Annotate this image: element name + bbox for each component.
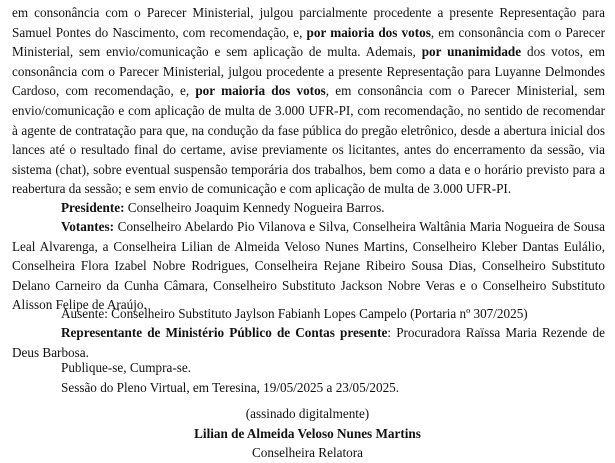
decision-text-4: , em consonância com o Parecer Ministerial, sem envio/comunicação e com aplicação de multa de 3.000 UFR-PI, com recomendação, no sentido de recomendar à agente de contratação para que, na condução da fase pública do pregão eletrônico, desde a abertura inicial dos lances até o resultado final do certame, avise previamente os licitantes, antes do encerramento da sessão, via sistema (chat), sobre eventual suspensão temporária dos trabalhos, bem como a data e o horário previsto para a reabertura da sessão; e sem envio de comunicação e com aplicação de multa de 3.000 UFR-PI.	[12, 83, 606, 197]
votantes-label: Votantes:	[61, 219, 114, 234]
presidente-value: Conselheiro Joaquim Kennedy Nogueira Barros.	[124, 200, 385, 215]
presidente-line	[12, 198, 605, 218]
signature-role: Conselheira Relatora	[252, 445, 363, 460]
representante-paragraph	[12, 323, 605, 362]
decision-bold-1: por maioria dos votos	[306, 24, 431, 40]
votantes-value: Conselheiro Abelardo Pio Vilanova e Silva, Conselheira Waltânia Maria Nogueira de Sousa Leal Alvarenga, a Conselheira Lilian de Almeida Veloso Nunes Martins, Conselheiro Kleber Dantas Eulálio, Conselheira Flora Izabel Nobre Rodrigues, Conselheira Rejane Ribeiro Sousa Dias, Conselheiro Substituto Delano Carneiro da Cunha Câmara, Conselheiro Substituto Jackson Nobre Veras e o Conselheiro Substituto Alisson Felipe de Araújo.	[12, 219, 605, 313]
representante-label: Representante de Ministério Público de Contas presente	[61, 325, 388, 340]
ausente-line: Ausente: Conselheiro Substituto Jaylson Fabianh Lopes Campelo (Portaria nº 307/2025)	[61, 306, 528, 321]
presidente-label: Presidente:	[61, 200, 125, 215]
decision-text-3: dos votos, em consonância com o Parecer Ministerial, julgou procedente a presente Representação para Luyanne Delmondes Cardoso, com recomendação, e,	[12, 44, 605, 99]
decision-text-1: em consonância com o Parecer Ministerial, julgou parcialmente procedente a presente Representação para Samuel Pontes do Nascimento, com recomendação, e,	[12, 5, 605, 40]
votantes-paragraph	[12, 217, 605, 315]
signature-name: Lilian de Almeida Veloso Nunes Martins	[194, 426, 421, 441]
sessao-line: Sessão do Pleno Virtual, em Teresina, 19/05/2025 a 23/05/2025.	[61, 380, 400, 395]
signature-note: (assinado digitalmente)	[245, 406, 370, 421]
decision-paragraph	[12, 3, 605, 199]
decision-bold-2: por unanimidade	[421, 44, 522, 60]
publique-line: Publique-se, Cumpra-se.	[61, 360, 192, 375]
decision-bold-3: por maioria dos votos	[195, 83, 326, 99]
decision-text-2: , em consonância com o Parecer Ministerial, sem envio/comunicação e sem aplicação de multa. Ademais,	[12, 24, 605, 60]
representante-value: : Procuradora Raïssa Maria Rezende de Deus Barbosa.	[12, 325, 605, 360]
